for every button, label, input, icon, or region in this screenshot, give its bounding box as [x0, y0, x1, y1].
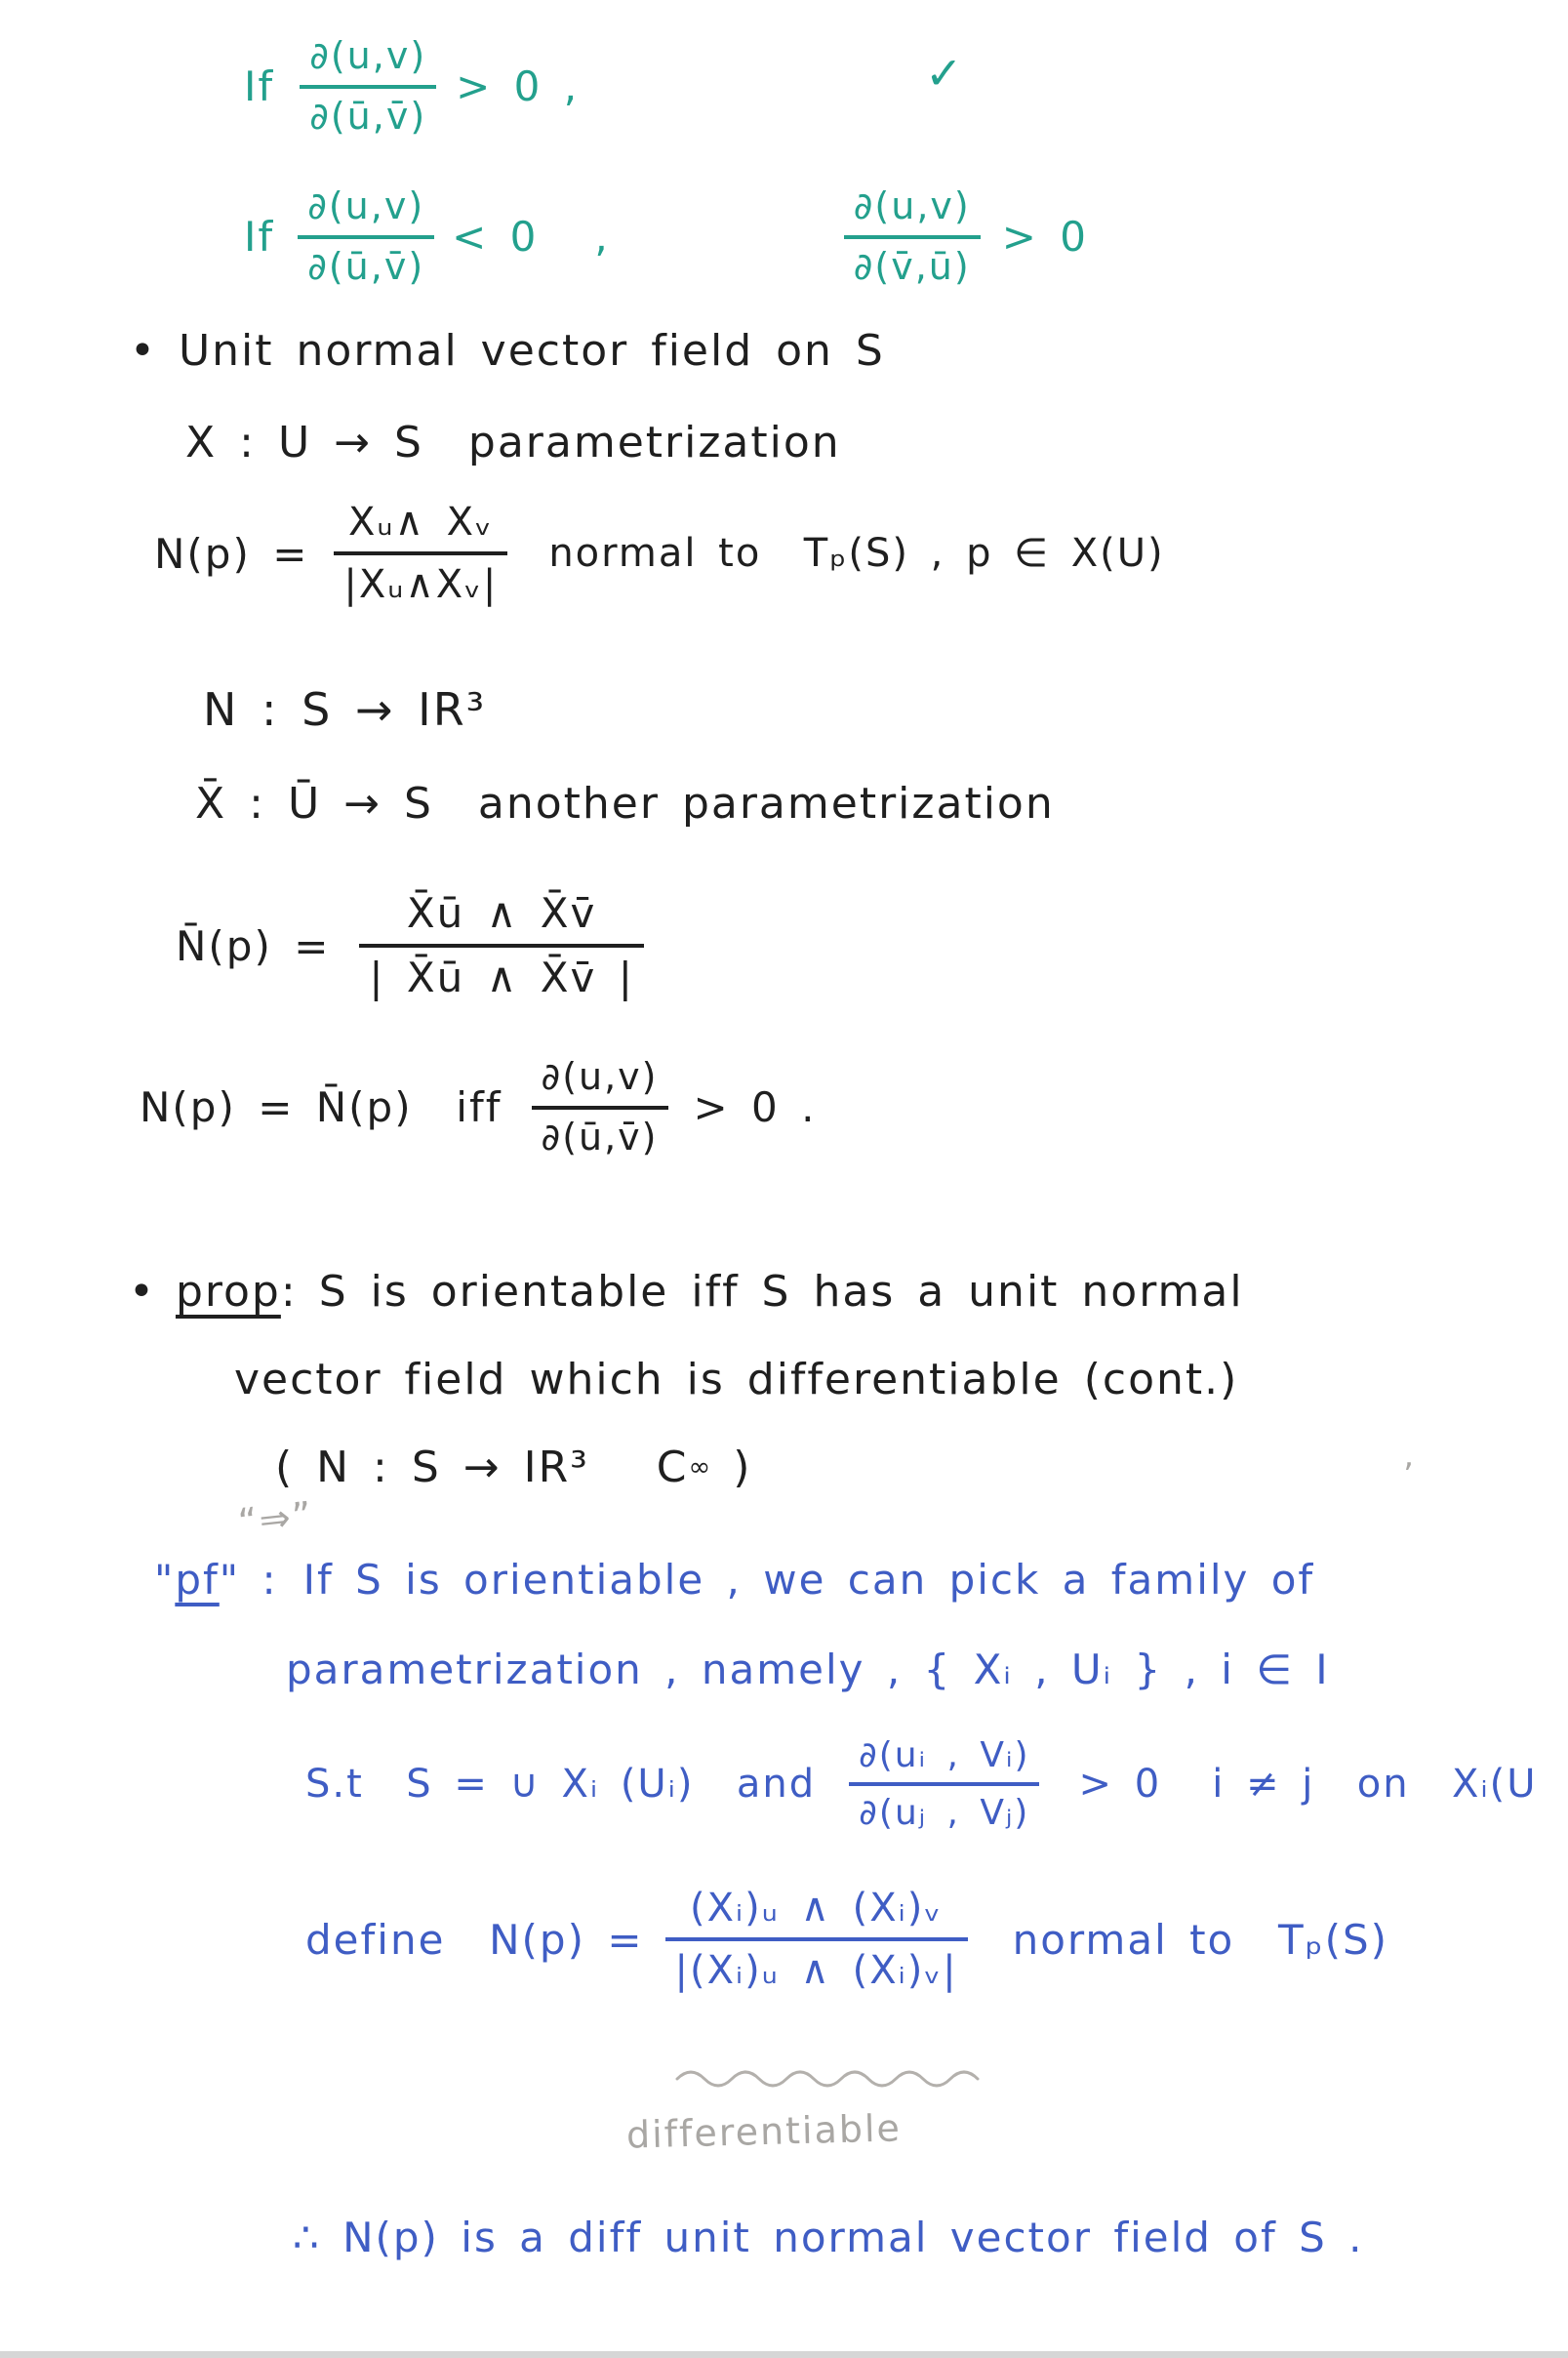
proof-line-1 — [154, 1556, 1314, 1604]
inequality: > 0 — [1078, 1762, 1162, 1808]
cross-product-fraction — [334, 500, 507, 607]
proof-label: pf — [175, 1556, 220, 1604]
if-word: If — [244, 62, 275, 111]
proposition-line-2: vector field which is differentiable (cont.) — [234, 1355, 1239, 1404]
fraction-denominator: | X̄ū ∧ X̄v̄ | — [359, 944, 643, 1001]
prop-text: S is orientable iff S has a unit normal — [318, 1267, 1244, 1317]
fraction-denominator: ∂(v̄,ū) — [844, 235, 981, 289]
fraction-numerator: ∂(u,v) — [541, 1055, 659, 1098]
pencil-tick-mark: ’ — [1403, 1456, 1416, 1495]
infinity-superscript: ∞ — [688, 1452, 711, 1483]
fraction-numerator: (Xᵢ)ᵤ ∧ (Xᵢ)ᵥ — [689, 1886, 944, 1931]
define-text: define N(p) = — [305, 1915, 644, 1964]
nbar-definition-line — [176, 890, 644, 1002]
heading-text: Unit normal vector field on S — [178, 326, 885, 376]
conclusion-line: ∴ N(p) is a diff unit normal vector field of S . — [293, 2214, 1364, 2261]
proof-line-4 — [305, 1886, 1388, 1993]
fraction-denominator: |(Xᵢ)ᵤ ∧ (Xᵢ)ᵥ| — [665, 1937, 968, 1993]
lhs: N(p) = — [154, 529, 309, 578]
normal-note: normal to Tₚ(S) — [1012, 1915, 1389, 1964]
quote-open: " — [154, 1556, 176, 1604]
fraction-denominator: |Xᵤ∧Xᵥ| — [334, 551, 507, 607]
normal-definition-line — [154, 500, 1165, 607]
fraction-numerator: X̄ū ∧ X̄v̄ — [406, 889, 597, 937]
if-word: If — [244, 213, 275, 262]
bullet: • — [130, 326, 157, 376]
proof-line-2: parametrization , namely , { Xᵢ , Uᵢ } , i ∈ I — [286, 1646, 1330, 1693]
lhs: N(p) = N̄(p) iff — [140, 1083, 503, 1132]
jacobian-fraction-2 — [298, 185, 434, 288]
fraction-numerator: ∂(u,v) — [853, 184, 971, 227]
fraction-denominator: ∂(ū,v̄) — [532, 1106, 668, 1159]
fraction-denominator: ∂(uⱼ , Vⱼ) — [849, 1782, 1039, 1833]
lhs: N̄(p) = — [176, 921, 331, 970]
wavy-underline — [671, 2061, 1003, 2091]
prop-colon: : — [280, 1267, 298, 1317]
fraction-denominator: ∂(ū,v̄) — [300, 85, 436, 139]
bullet: • — [129, 1267, 156, 1317]
jacobian-fraction-5 — [849, 1735, 1039, 1834]
fraction-denominator: ∂(ū,v̄) — [298, 235, 434, 289]
fraction-numerator: Xᵤ∧ Xᵥ — [348, 500, 494, 545]
parametrization-line: X : U → S parametrization — [185, 418, 841, 468]
prop-label: prop — [175, 1267, 281, 1317]
nbar-fraction — [359, 890, 643, 1002]
jacobian-fraction-1 — [300, 35, 436, 138]
paper-bottom-edge — [0, 2351, 1568, 2358]
gauss-map-line: N : S → IR³ — [203, 683, 487, 736]
fraction-numerator: ∂(u,v) — [307, 184, 425, 227]
inequality: > 0 , — [456, 62, 580, 111]
pencil-annotation-differentiable: differentiable — [625, 2106, 903, 2157]
defined-normal-fraction — [665, 1886, 968, 1993]
smoothness-note: ( N : S → IR³ C ∞ ) — [275, 1443, 752, 1492]
quote-close: " : — [219, 1556, 278, 1604]
fraction-numerator: ∂(u,v) — [309, 34, 427, 77]
pencil-implies-arrow: “⇒” — [235, 1493, 316, 1544]
index-condition: i ≠ j on Xᵢ(U — [1212, 1762, 1538, 1808]
inequality: > 0 — [1001, 213, 1088, 262]
jacobian-fraction-4 — [532, 1056, 668, 1159]
another-parametrization-line: X̄ : Ū → S another parametrization — [195, 779, 1055, 829]
green-condition-line-2 — [244, 185, 1088, 288]
proof-line-3 — [305, 1735, 1537, 1834]
covering-text: S.t S = ∪ Xᵢ (Uᵢ) and — [305, 1762, 817, 1808]
comma: , — [594, 213, 610, 262]
inequality: < 0 — [452, 213, 539, 262]
jacobian-fraction-3 — [844, 185, 981, 288]
proposition-line-1 — [129, 1267, 1244, 1317]
checkmark-icon: ✓ — [925, 47, 965, 100]
proof-text: If S is orientiable , we can pick a family of — [302, 1556, 1315, 1604]
iff-line — [140, 1056, 816, 1159]
green-condition-line-1 — [244, 35, 579, 138]
inequality: > 0 . — [693, 1083, 817, 1132]
normal-note: normal to Tₚ(S) , p ∈ X(U) — [548, 531, 1165, 576]
section-heading-unit-normal — [130, 326, 885, 376]
fraction-numerator: ∂(uᵢ , Vᵢ) — [859, 1735, 1030, 1775]
